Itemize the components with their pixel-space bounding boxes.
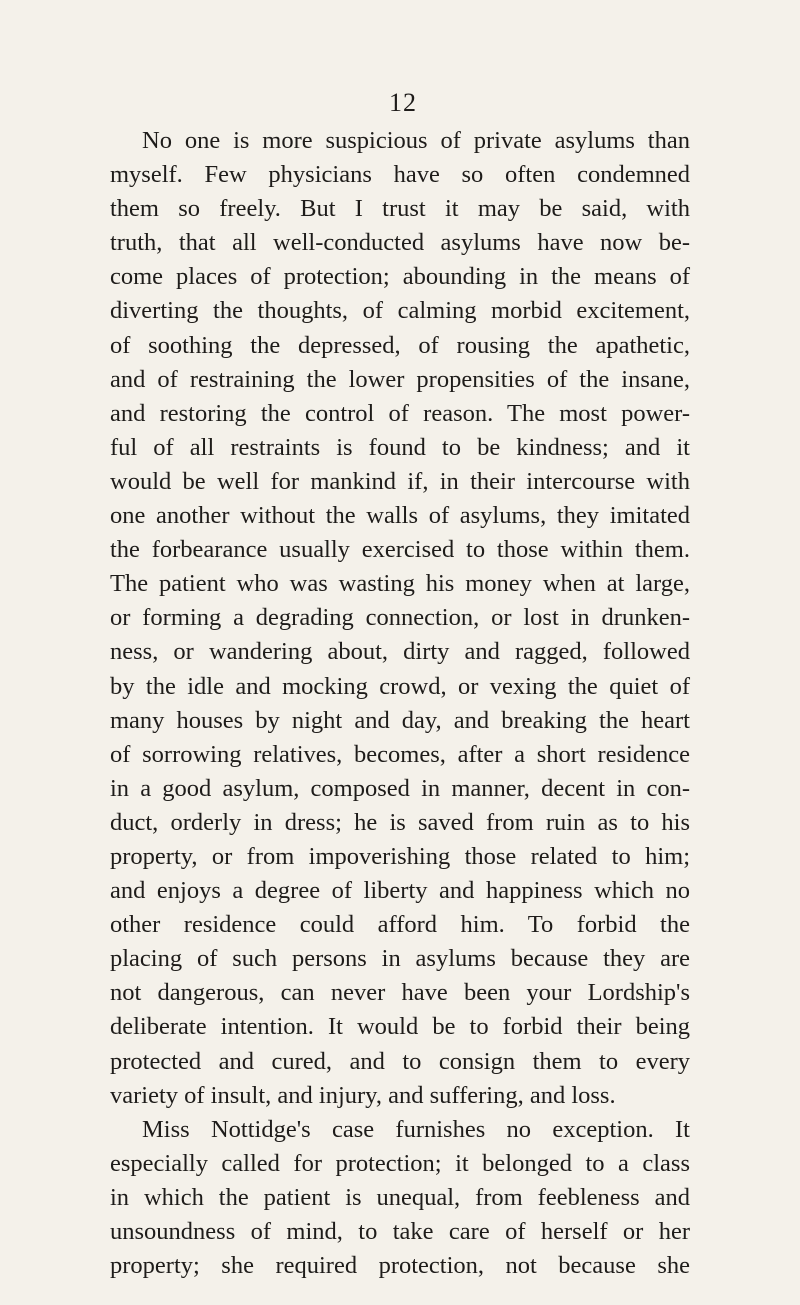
text-line: The patient who was wasting his money when at large,	[110, 570, 690, 598]
text-line: and enjoys a degree of liberty and happiness which no	[110, 877, 690, 905]
text-line: myself. Few physicians have so often condemned	[110, 161, 690, 189]
text-line: many houses by night and day, and breaking the heart	[110, 706, 690, 734]
body-text	[110, 124, 690, 1283]
text-line: No one is more suspicious of private asylums than	[142, 127, 690, 154]
text-line: duct, orderly in dress; he is saved from ruin as to his	[110, 808, 690, 836]
text-line: truth, that all well-conducted asylums have now be-	[110, 229, 690, 257]
text-line: and of restraining the lower propensities of the insane,	[110, 365, 690, 393]
text-line: in which the patient is unequal, from feebleness and	[110, 1183, 690, 1211]
text-line: of soothing the depressed, of rousing the apathetic,	[110, 331, 690, 359]
text-line: unsoundness of mind, to take care of herself or her	[110, 1218, 690, 1245]
text-line: in a good asylum, composed in manner, decent in con-	[110, 774, 690, 802]
text-line: or forming a degrading connection, or lost in drunken-	[110, 604, 690, 632]
text-line: come places of protection; abounding in the means of	[110, 263, 690, 291]
text-line: one another without the walls of asylums, they imitated	[110, 502, 690, 530]
text-line: the forbearance usually exercised to those within them.	[110, 536, 690, 564]
text-line: not dangerous, can never have been your Lordship's	[110, 979, 690, 1007]
text-line: other residence could afford him. To forbid the	[110, 911, 690, 939]
text-line: property, or from impoverishing those related to him;	[110, 842, 690, 870]
text-line: would be well for mankind if, in their intercourse with	[110, 467, 690, 495]
text-line: by the idle and mocking crowd, or vexing the quiet of	[110, 672, 690, 700]
text-line: protected and cured, and to consign them to every	[110, 1047, 690, 1075]
text-line: of sorrowing relatives, becomes, after a short residence	[110, 740, 690, 768]
text-line: variety of insult, and injury, and suffering, and loss.	[110, 1081, 616, 1109]
page-number: 12	[389, 88, 417, 117]
text-line: diverting the thoughts, of calming morbid excitement,	[110, 297, 690, 325]
text-line: and restoring the control of reason. The most power-	[110, 399, 690, 427]
text-line: deliberate intention. It would be to forbid their being	[110, 1013, 690, 1041]
text-line: ful of all restraints is found to be kindness; and it	[110, 433, 690, 461]
text-line: placing of such persons in asylums because they are	[110, 945, 690, 973]
text-line: them so freely. But I trust it may be said, with	[110, 195, 690, 223]
text-line: especially called for protection; it belonged to a class	[110, 1149, 690, 1177]
text-line: Miss Nottidge's case furnishes no exception. It	[142, 1115, 690, 1143]
text-line: property; she required protection, not because she	[110, 1252, 690, 1280]
text-line: ness, or wandering about, dirty and ragged, followed	[110, 638, 690, 666]
